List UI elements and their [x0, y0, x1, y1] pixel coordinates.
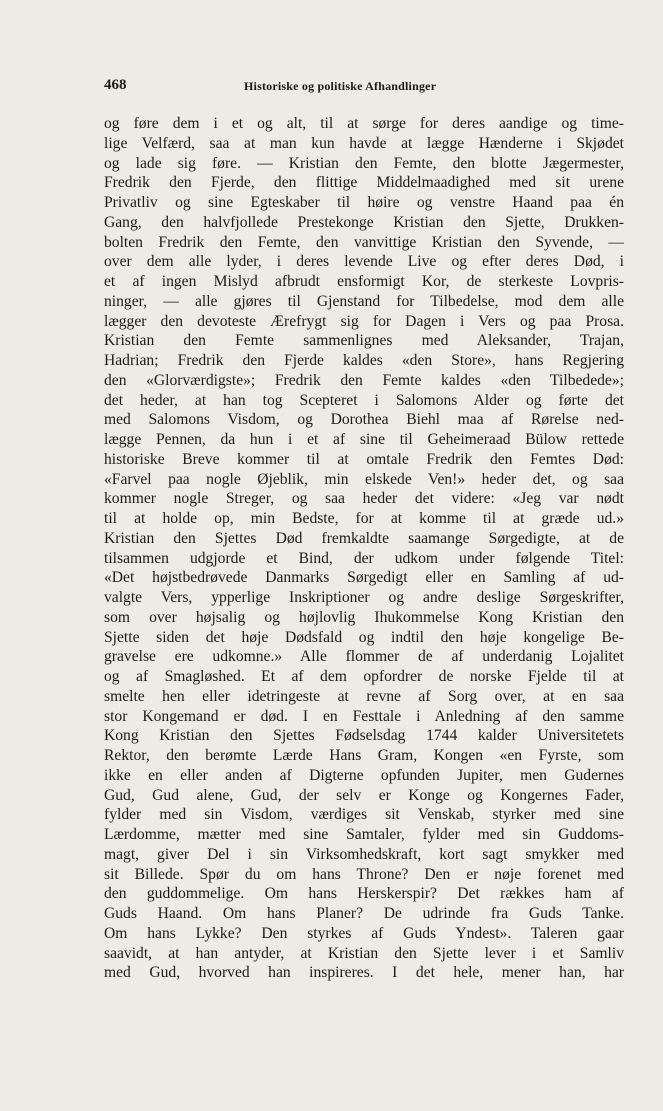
text-line: magt, giver Del i sin Virksomhedskraft, kort sagt smykker med	[104, 845, 624, 863]
text-line: historiske Breve kommer til at omtale Fredrik den Femtes Død:	[104, 450, 624, 468]
text-line: og lade sig føre. — Kristian den Femte, den blotte Jægermester,	[104, 154, 624, 172]
text-line: Kristian den Femte sammenlignes med Aleksander, Trajan,	[104, 332, 624, 350]
text-line: lægger den devoteste Ærefrygt sig for Dagen i Vers og paa Prosa.	[104, 312, 624, 330]
text-line: saavidt, at han antyder, at Kristian den Sjette lever i et Samliv	[104, 944, 624, 962]
text-line: lægge Pennen, da hun i et af sine til Geheimeraad Bülow rettede	[104, 431, 624, 448]
body-text	[104, 114, 624, 983]
page-header	[104, 77, 624, 99]
text-line: med Gud, hvorved han inspireres. I det hele, mener han, har	[104, 964, 624, 982]
text-line: ninger, — alle gjøres til Gjenstand for Tilbedelse, mod dem alle	[104, 292, 624, 310]
text-line: gravelse ere udkomne.» Alle flommer de af underdanig Lojalitet	[104, 648, 624, 666]
text-line: Gang, den halvfjollede Prestekonge Kristian den Sjette, Drukken-	[104, 213, 624, 231]
text-line: lige Velfærd, saa at man kun havde at lægge Hænderne i Skjødet	[104, 134, 624, 152]
text-line: fylder med sin Visdom, værdiges sit Venskab, styrker med sine	[104, 806, 624, 824]
text-line: med Salomons Visdom, og Dorothea Biehl maa af Rørelse ned-	[104, 411, 624, 429]
text-line: kommer nogle Streger, og saa heder det videre: «Jeg var nødt	[104, 490, 624, 508]
text-line: smelte hen eller idetringeste at revne af Sorg over, at en saa	[104, 687, 624, 705]
text-line: og føre dem i et og alt, til at sørge for deres aandige og time-	[104, 115, 624, 132]
text-line: valgte Vers, ypperlige Inskriptioner og andre deslige Sørgeskrifter,	[104, 589, 624, 606]
text-line: bolten Fredrik den Femte, den vanvittige Kristian den Syvende, —	[104, 233, 624, 251]
text-line: ikke en eller anden af Digterne opfunden Jupiter, men Gudernes	[104, 766, 624, 784]
text-line: sit Billede. Spør du om hans Throne? Den er nøje forenet med	[104, 865, 624, 883]
text-line: Gud, Gud alene, Gud, der selv er Konge og Kongernes Fader,	[104, 786, 624, 804]
text-line: «Farvel paa nogle Øjeblik, min elskede Ven!» heder det, og saa	[104, 470, 624, 488]
text-line: den guddommelige. Om hans Herskerspir? Det rækkes ham af	[104, 885, 624, 903]
text-line: over dem alle lyder, i deres levende Live og efter deres Død, i	[104, 253, 624, 271]
text-line: stor Kongemand er død. I en Festtale i Anledning af den samme	[104, 707, 624, 725]
text-line: og af Smagløshed. Et af dem opfordrer de norske Fjelde til at	[104, 668, 624, 685]
text-line: Guds Haand. Om hans Planer? De udrinde fra Guds Tanke.	[104, 905, 624, 922]
text-line: Rektor, den berømte Lærde Hans Gram, Kongen «en Fyrste, som	[104, 747, 624, 764]
text-line: tilsammen udgjorde et Bind, der udkom under følgende Titel:	[104, 549, 624, 567]
text-line: Privatliv og sine Egteskaber til høire og venstre Haand paa én	[104, 194, 624, 211]
text-line: Hadrian; Fredrik den Fjerde kaldes «den Store», hans Regjering	[104, 352, 624, 369]
text-line: Sjette siden det høje Dødsfald og indtil den høje kongelige Be-	[104, 628, 624, 646]
text-line: det heder, at han tog Scepteret i Salomons Alder og førte det	[104, 391, 624, 409]
page-number: 468	[104, 77, 127, 93]
text-line: «Det højstbedrøvede Danmarks Sørgedigt eller en Samling af ud-	[104, 569, 624, 587]
text-line: Kristian den Sjettes Død fremkaldte saamange Sørgedigte, at de	[104, 529, 624, 547]
running-head: Historiske og politiske Afhandlinger	[244, 79, 437, 93]
text-line: til at holde op, min Bedste, for at komme til at græde ud.»	[104, 510, 624, 527]
text-line: Fredrik den Fjerde, den flittige Middelmaadighed med sit urene	[104, 174, 624, 192]
text-line: som over højsalig og højlovlig Ihukommelse Kong Kristian den	[104, 608, 624, 626]
text-line: et af ingen Mislyd afbrudt ensformigt Kor, de sterkeste Lovpris-	[104, 273, 624, 290]
text-line: Lærdomme, mætter med sine Samtaler, fylder med sin Guddoms-	[104, 826, 624, 843]
text-line: Kong Kristian den Sjettes Fødselsdag 1744 kalder Universitetets	[104, 727, 624, 745]
text-line: den «Glorværdigste»; Fredrik den Femte kaldes «den Tilbedede»;	[104, 371, 624, 389]
text-line: Om hans Lykke? Den styrkes af Guds Yndest». Taleren gaar	[104, 924, 624, 942]
